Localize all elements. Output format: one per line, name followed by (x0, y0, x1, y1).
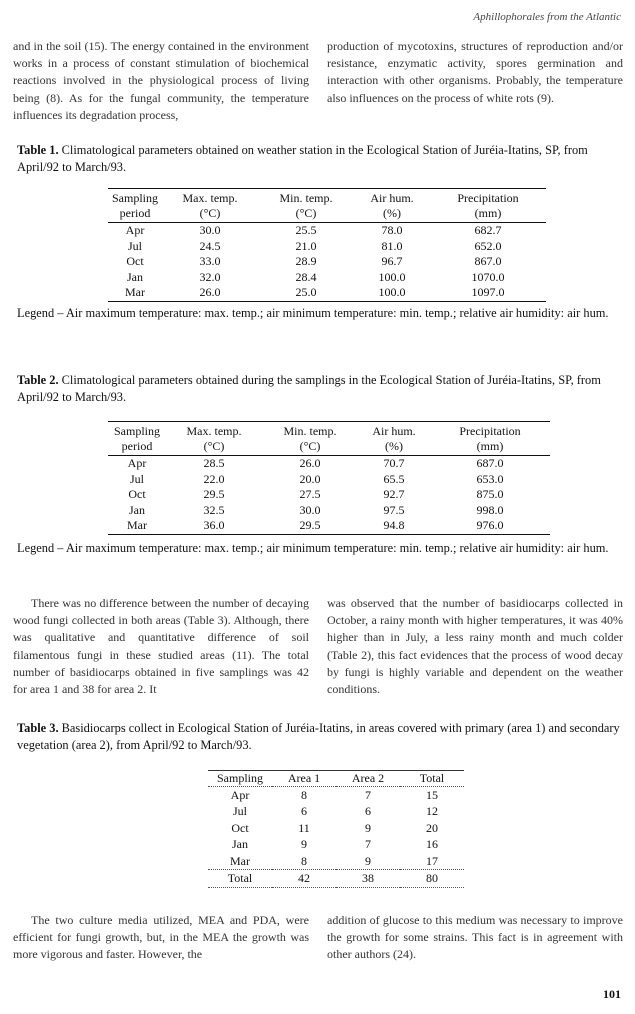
page-number: 101 (603, 987, 621, 1001)
table-cell: Mar (108, 285, 162, 301)
column-header-line: (°C) (295, 206, 317, 220)
table-cell: 653.0 (476, 471, 504, 486)
column-header-line: (%) (383, 206, 401, 220)
table-cell: Oct (231, 820, 249, 835)
table-cell: Mar (108, 518, 166, 534)
table-cell: 1097.0 (430, 285, 546, 301)
table1-legend: Legend – Air maximum temperature: max. temp.; air minimum temperature: min. temp.; relative air humidity: air hum. (17, 306, 609, 320)
table-cell: 80 (400, 870, 464, 888)
table-cell: 20.0 (299, 471, 321, 486)
table-row (208, 787, 464, 804)
table-row (108, 472, 550, 488)
column-header-line: Max. temp. (186, 424, 242, 438)
table-row (208, 853, 464, 870)
table-cell: 30.0 (299, 502, 321, 517)
column-header: Total (419, 771, 445, 785)
table-cell: 28.4 (295, 269, 317, 284)
column-header (108, 189, 162, 223)
table-row (108, 254, 546, 270)
column-header-line: Precipitation (457, 191, 519, 205)
table-cell: 36.0 (166, 518, 262, 534)
table-cell: 78.0 (381, 223, 403, 237)
column-header-line: Min. temp. (279, 191, 333, 205)
table-cell: 32.5 (203, 502, 225, 517)
table-row (208, 820, 464, 836)
column-header-line: (%) (385, 439, 403, 453)
column-header (162, 189, 258, 223)
middle-left-paragraph: There was no difference between the number of decaying wood fungi collected in both areas (Table 3). Although, there was qualitative and quantitative difference of soil filamentous fungi in these studied areas (11). The total number of basidiocarps obtained in five samplings was 42 for area 1 and 38 for area 2. It (13, 596, 309, 697)
table-cell: Apr (127, 456, 147, 470)
table-cell: 11 (298, 820, 310, 835)
table-cell: 7 (365, 788, 371, 802)
table-cell: 29.5 (203, 487, 225, 502)
column-header-line: (°C) (299, 439, 321, 453)
table-cell: 97.5 (383, 502, 405, 517)
table-cell: 20 (426, 820, 438, 835)
column-header-line: Max. temp. (182, 191, 238, 205)
column-header-line: Min. temp. (283, 424, 337, 438)
table2-label: Table 2. (17, 373, 59, 387)
table-row (108, 456, 550, 472)
column-header: Area 2 (351, 771, 385, 785)
table-cell: Jan (129, 502, 145, 517)
table-row (108, 503, 550, 519)
column-header-line: Air hum. (370, 191, 414, 205)
column-header (358, 422, 430, 456)
table-cell: Jul (232, 804, 247, 819)
table2-caption (17, 372, 623, 405)
column-header-line: (°C) (199, 206, 221, 220)
table-cell: 682.7 (474, 223, 502, 237)
table-cell: 94.8 (358, 518, 430, 534)
table2-caption-text: Climatological parameters obtained during the samplings in the Ecological Station of Juréia-Itatins, SP, from April/92 to March/93. (17, 373, 601, 404)
table-cell: 6 (301, 804, 307, 819)
table2 (108, 421, 550, 535)
table-cell: 875.0 (476, 487, 504, 502)
table-cell: 29.5 (262, 518, 358, 534)
column-header (430, 189, 546, 223)
column-header-line: Sampling (113, 424, 160, 438)
column-header-line: Air hum. (372, 424, 416, 438)
final-left-paragraph: The two culture media utilized, MEA and PDA, were efficient for fungi growth, but, in the MEA the growth was more vigorous and faster. However, the (13, 913, 309, 962)
table-cell: 17 (426, 853, 438, 868)
table-cell: Oct (126, 254, 144, 269)
table-cell: 24.5 (199, 238, 221, 253)
table3-caption-text: Basidiocarps collect in Ecological Station of Juréia-Itatins, in areas covered with primary (area 1) and secondary vegetation (area 2), from April/92 to March/93. (17, 721, 620, 752)
total-row (208, 870, 464, 888)
table1-caption-text: Climatological parameters obtained on weather station in the Ecological Station of Juréia-Itatins, SP, from April/92 to March/93. (17, 143, 588, 174)
table-cell: 7 (365, 837, 371, 852)
table3-label: Table 3. (17, 721, 59, 735)
table-cell: Apr (125, 223, 145, 237)
middle-text (13, 595, 623, 698)
table-cell: Jan (232, 837, 248, 852)
column-header (258, 189, 354, 223)
table-cell: 8 (301, 853, 307, 868)
table-cell: 96.7 (381, 254, 403, 269)
column-header-line: period (119, 206, 151, 220)
column-header-line: Precipitation (459, 424, 521, 438)
column-header-line: Sampling (111, 191, 158, 205)
table-cell: 92.7 (383, 487, 405, 502)
table-cell: 22.0 (203, 471, 225, 486)
table-cell: 27.5 (299, 487, 321, 502)
table-cell: 42 (272, 870, 336, 888)
column-header-line: (°C) (203, 439, 225, 453)
running-head: Aphillophorales from the Atlantic (473, 11, 621, 23)
table-row (108, 239, 546, 255)
table-cell: 26.0 (162, 285, 258, 301)
table-cell: 100.0 (354, 285, 430, 301)
table-cell: 867.0 (474, 254, 502, 269)
table-cell: 1070.0 (471, 269, 505, 284)
table-cell: 21.0 (295, 238, 317, 253)
table3-header-row (208, 771, 464, 787)
column-header-line: period (121, 439, 153, 453)
column-header: Area 1 (287, 771, 321, 785)
column-header (262, 422, 358, 456)
intro-text (13, 38, 623, 124)
table1-header-row (108, 189, 546, 223)
table3-caption (17, 720, 623, 753)
table-row (108, 487, 550, 503)
table-cell: Jan (127, 269, 143, 284)
table-cell: 32.0 (199, 269, 221, 284)
table-cell: 25.0 (258, 285, 354, 301)
table-row (108, 518, 550, 534)
intro-left-paragraph: and in the soil (15). The energy contained in the environment works in a process of constant stimulation of biochemical reactions involved in the physiological process of living being (8). As for the fungal community, the temperature influences its degradation process, (13, 39, 309, 122)
column-header (108, 422, 166, 456)
table-cell: 15 (426, 788, 438, 802)
table-row (208, 836, 464, 852)
table-cell: Oct (128, 487, 146, 502)
table-cell: 9 (301, 837, 307, 852)
table-row (208, 803, 464, 819)
table1 (108, 188, 546, 302)
final-text (13, 912, 623, 964)
table-cell: Apr (230, 788, 250, 802)
table-row (108, 223, 546, 239)
intro-right-paragraph: production of mycotoxins, structures of reproduction and/or resistance, enzymatic activity, spores germination and interaction with other organisms. Probably, the temperature also influences on the process of white rots (9). (327, 39, 623, 105)
table-row (108, 285, 546, 301)
table-cell: 30.0 (199, 223, 221, 237)
table2-legend: Legend – Air maximum temperature: max. temp.; air minimum temperature: min. temp.; relative air humidity: air hum. (17, 541, 609, 555)
table1-caption (17, 142, 623, 175)
table-cell: 65.5 (383, 471, 405, 486)
table-cell: 12 (426, 804, 438, 819)
table-cell: 976.0 (430, 518, 550, 534)
middle-right-paragraph: was observed that the number of basidiocarps collected in October, a rainy month with higher temperatures, it was 40% higher than in July, a less rainy month and much colder (Table 2), this fact evidences that the process of wood decay by fungi is highly variable and dependent on the weather conditions. (327, 596, 623, 697)
column-header (430, 422, 550, 456)
table-cell: 70.7 (383, 456, 405, 470)
column-header (354, 189, 430, 223)
table-row (108, 270, 546, 286)
column-header-line: (mm) (476, 439, 504, 453)
table-cell: 28.9 (295, 254, 317, 269)
table-cell: 26.0 (299, 456, 321, 470)
table3 (208, 770, 464, 888)
table-cell: 652.0 (474, 238, 502, 253)
table-cell: 81.0 (381, 238, 403, 253)
table1-label: Table 1. (17, 143, 59, 157)
table-cell: Total (208, 870, 272, 888)
column-header (166, 422, 262, 456)
table-cell: 6 (365, 804, 371, 819)
table-cell: 16 (426, 837, 438, 852)
table-cell: Jul (127, 238, 142, 253)
column-header: Sampling (216, 771, 263, 785)
table2-header-row (108, 422, 550, 456)
table-cell: 9 (365, 853, 371, 868)
table-cell: 8 (301, 788, 307, 802)
table-cell: Jul (129, 471, 144, 486)
table-cell: 687.0 (476, 456, 504, 470)
table-cell: Mar (230, 853, 250, 868)
table-cell: 9 (365, 820, 371, 835)
column-header-line: (mm) (474, 206, 502, 220)
table-cell: 28.5 (203, 456, 225, 470)
table-cell: 25.5 (295, 223, 317, 237)
table-cell: 33.0 (199, 254, 221, 269)
table-cell: 100.0 (378, 269, 406, 284)
final-right-paragraph: addition of glucose to this medium was necessary to improve the growth for some strains. This fact is in agreement with other authors (24). (327, 913, 623, 962)
table-cell: 38 (336, 870, 400, 888)
table-cell: 998.0 (476, 502, 504, 517)
